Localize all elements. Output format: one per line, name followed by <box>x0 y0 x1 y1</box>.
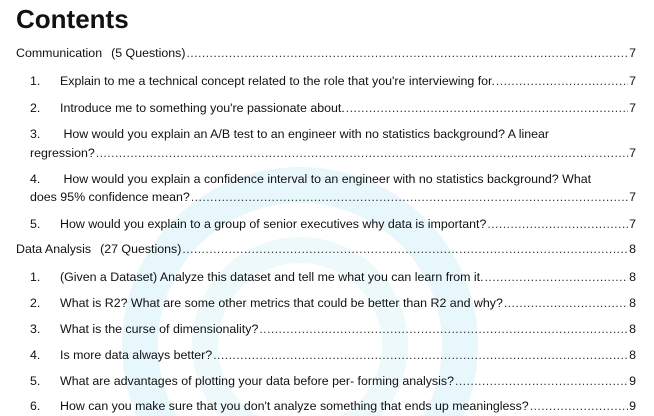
toc-section-data-analysis[interactable] <box>16 240 636 258</box>
entry-text: How can you make sure that you don't analyze something that ends up meaningless? <box>60 399 529 413</box>
toc-entry[interactable] <box>30 320 636 338</box>
toc-entry-line2[interactable] <box>30 144 636 162</box>
leader-dots <box>182 240 628 258</box>
entry-number: 5. <box>30 374 41 388</box>
section-label: Communication <box>16 46 103 60</box>
section-count: (5 Questions) <box>111 46 186 60</box>
page-number: 8 <box>629 296 636 310</box>
page-number: 8 <box>629 242 636 256</box>
toc-entry[interactable] <box>30 268 636 286</box>
entry-text-continued: does 95% confidence mean? <box>30 190 190 204</box>
section-count: (27 Questions) <box>100 242 182 256</box>
leader-dots <box>186 44 628 62</box>
page-number: 9 <box>629 374 636 388</box>
page-number: 8 <box>629 348 636 362</box>
leader-dots <box>191 188 628 206</box>
leader-dots <box>346 99 628 117</box>
entry-text-continued: regression? <box>30 146 95 160</box>
leader-dots <box>530 397 628 415</box>
leader-dots <box>496 72 628 90</box>
toc-entry-line1[interactable] <box>30 125 549 143</box>
entry-number: 1. <box>30 270 41 284</box>
entry-number: 1. <box>30 74 41 88</box>
page-number: 7 <box>629 101 636 115</box>
page-title: Contents <box>16 4 129 34</box>
entry-text: What is R2? What are some other metrics that could be better than R2 and why? <box>60 296 503 310</box>
leader-dots <box>455 372 628 390</box>
leader-dots <box>213 346 628 364</box>
entry-number: 5. <box>30 217 41 231</box>
page-number: 7 <box>629 190 636 204</box>
toc-entry[interactable] <box>30 215 636 233</box>
toc-entry[interactable] <box>30 346 636 364</box>
entry-number: 2. <box>30 101 41 115</box>
entry-text: How would you explain an A/B test to an engineer with no statistics background? A linear <box>63 127 550 141</box>
entry-text: Is more data always better? <box>60 348 213 362</box>
section-label: Data Analysis <box>16 242 92 256</box>
entry-number: 4. <box>30 348 41 362</box>
leader-dots <box>96 144 628 162</box>
page-number: 8 <box>629 270 636 284</box>
entry-text: Introduce me to something you're passionate about. <box>60 101 345 115</box>
toc-entry[interactable] <box>30 397 636 415</box>
entry-text: Explain to me a technical concept related to the role that you're interviewing for. <box>60 74 495 88</box>
page-number: 7 <box>629 146 636 160</box>
entry-number: 2. <box>30 296 41 310</box>
toc-entry-line2[interactable] <box>30 188 636 206</box>
entry-text: What are advantages of plotting your data before per- forming analysis? <box>60 374 454 388</box>
page-number: 7 <box>629 217 636 231</box>
toc-entry-line1[interactable] <box>30 170 591 188</box>
entry-number: 3. <box>30 127 41 141</box>
toc-section-communication[interactable] <box>16 44 636 62</box>
toc-entry[interactable] <box>30 294 636 312</box>
entry-text: What is the curse of dimensionality? <box>60 322 259 336</box>
leader-dots <box>487 215 628 233</box>
toc-entry[interactable] <box>30 72 636 90</box>
leader-dots <box>504 294 628 312</box>
entry-text: How would you explain a confidence interval to an engineer with no statistics background? What <box>63 172 592 186</box>
page-number: 8 <box>629 322 636 336</box>
leader-dots <box>485 268 629 286</box>
entry-number: 6. <box>30 399 41 413</box>
page-number: 7 <box>629 74 636 88</box>
entry-text: (Given a Dataset) Analyze this dataset and tell me what you can learn from it. <box>60 270 484 284</box>
entry-number: 3. <box>30 322 41 336</box>
entry-text: How would you explain to a group of senior executives why data is important? <box>60 217 487 231</box>
page-number: 7 <box>629 46 636 60</box>
toc-entry[interactable] <box>30 372 636 390</box>
toc-entry[interactable] <box>30 99 636 117</box>
leader-dots <box>259 320 628 338</box>
page-number: 9 <box>629 399 636 413</box>
entry-number: 4. <box>30 172 41 186</box>
